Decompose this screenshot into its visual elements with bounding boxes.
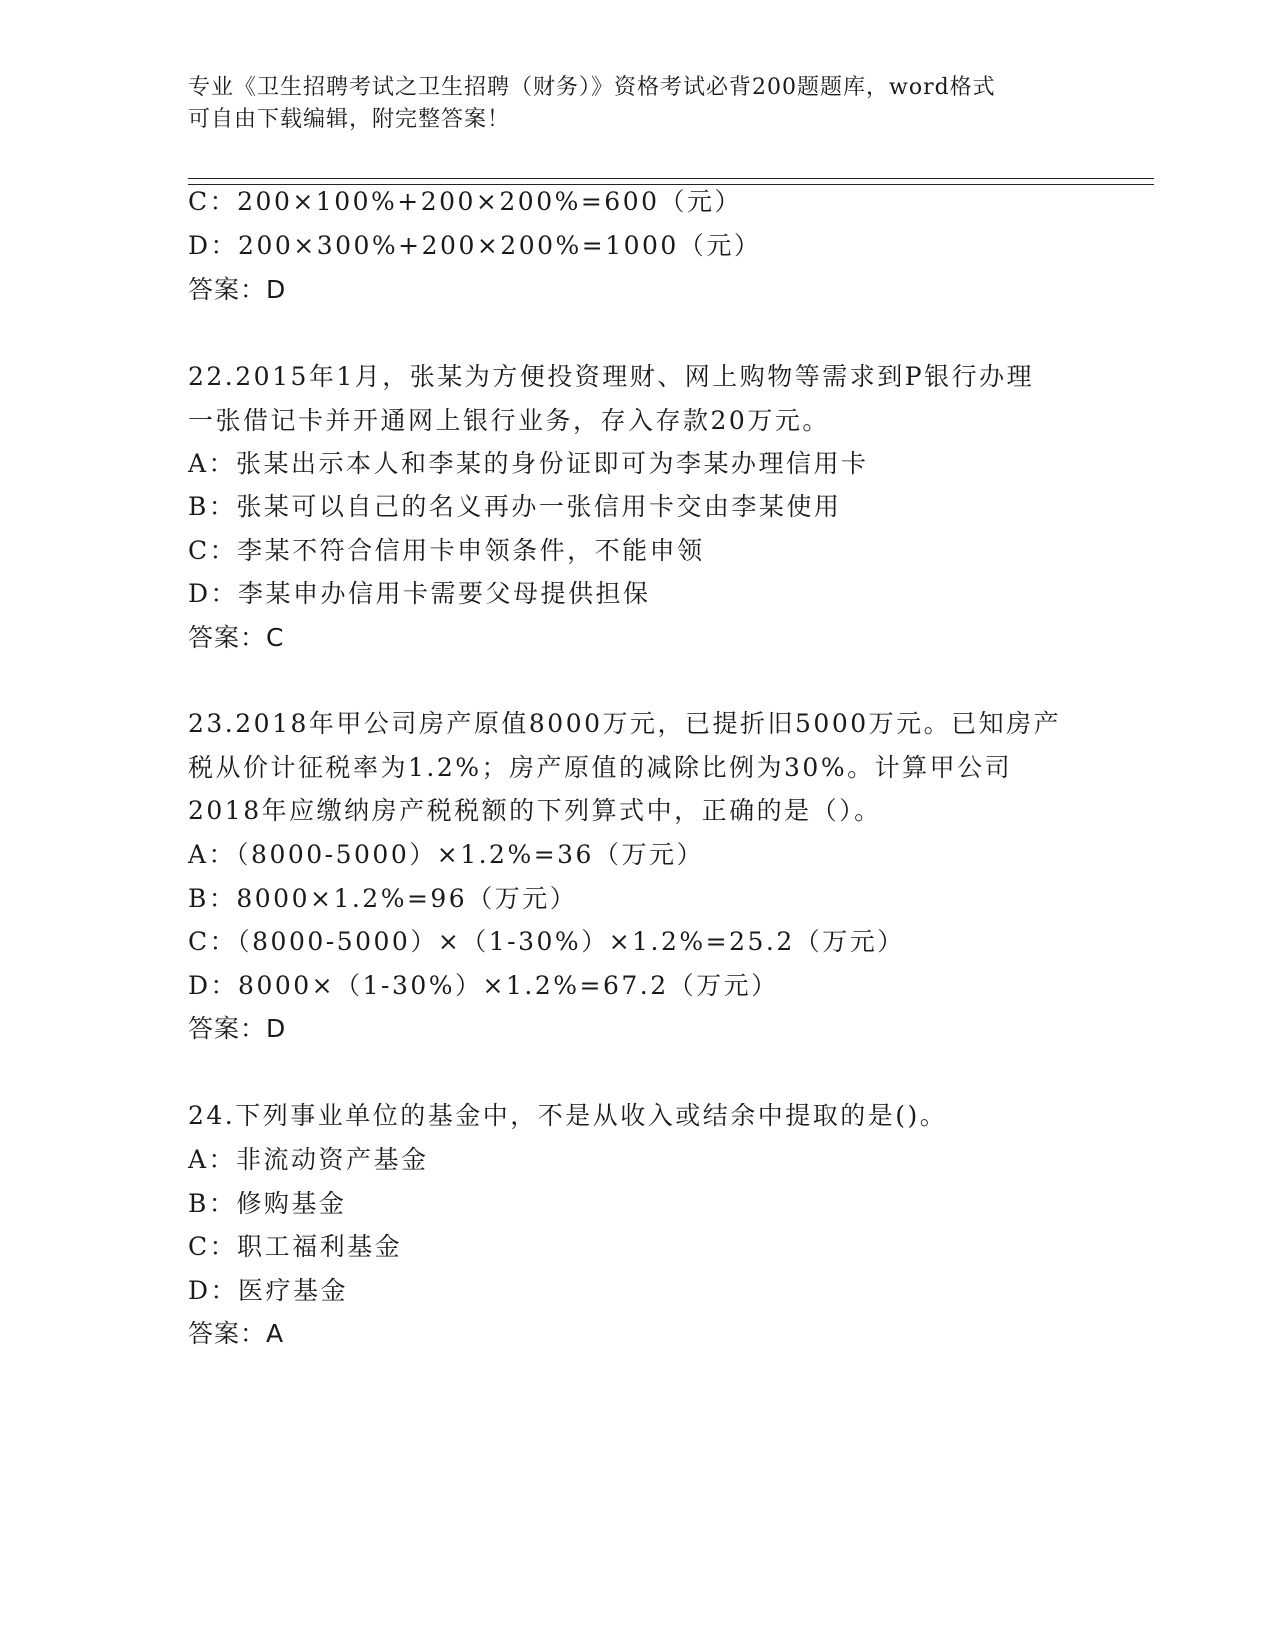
q22-stem-line1: 22.2015年1月，张某为方便投资理财、网上购物等需求到P银行办理 — [188, 362, 1035, 391]
header-divider-bottom — [188, 184, 1154, 185]
q22-option-b: B：张某可以自己的名义再办一张信用卡交由李某使用 — [188, 492, 842, 521]
q22-answer: 答案：C — [188, 623, 285, 652]
q23-stem-line1: 23.2018年甲公司房产原值8000万元，已提折旧5000万元。已知房产 — [188, 709, 1062, 738]
q24-option-a: A：非流动资产基金 — [188, 1145, 429, 1174]
document-header — [188, 72, 1068, 136]
q23-option-d: D：8000×（1-30%）×1.2%=67.2（万元） — [188, 971, 779, 1000]
q24-stem-line1: 24.下列事业单位的基金中，不是从收入或结余中提取的是()。 — [188, 1101, 948, 1130]
header-divider-top — [188, 178, 1154, 179]
q23-answer: 答案：D — [188, 1014, 287, 1043]
q21-option-c: C：200×100%+200×200%=600（元） — [188, 187, 743, 216]
q23-stem-line2: 税从价计征税率为1.2%；房产原值的减除比例为30%。计算甲公司 — [188, 753, 1013, 782]
q23-option-b: B：8000×1.2%=96（万元） — [188, 884, 578, 913]
q21-option-d: D：200×300%+200×200%=1000（元） — [188, 231, 762, 260]
header-title-line1: 专业《卫生招聘考试之卫生招聘（财务）》资格考试必背200题题库，word格式 — [188, 75, 996, 100]
q24-option-c: C：职工福利基金 — [188, 1232, 403, 1261]
q24-option-b: B：修购基金 — [188, 1189, 347, 1218]
q22-option-a: A：张某出示本人和李某的身份证即可为李某办理信用卡 — [188, 449, 869, 478]
q22-option-d: D：李某申办信用卡需要父母提供担保 — [188, 579, 651, 608]
header-title-line2: 可自由下载编辑，附完整答案！ — [188, 107, 511, 132]
q22-option-c: C：李某不符合信用卡申领条件，不能申领 — [188, 536, 705, 565]
q21-answer: 答案：D — [188, 275, 287, 304]
q24-answer: 答案：A — [188, 1319, 285, 1348]
q22-stem-line2: 一张借记卡并开通网上银行业务，存入存款20万元。 — [188, 406, 830, 435]
q23-stem-line3: 2018年应缴纳房产税税额的下列算式中，正确的是（）。 — [188, 796, 882, 825]
q23-option-c: C：（8000-5000）×（1-30%）×1.2%=25.2（万元） — [188, 927, 905, 956]
q24-option-d: D：医疗基金 — [188, 1276, 349, 1305]
q23-option-a: A：（8000-5000）×1.2%=36（万元） — [188, 840, 704, 869]
